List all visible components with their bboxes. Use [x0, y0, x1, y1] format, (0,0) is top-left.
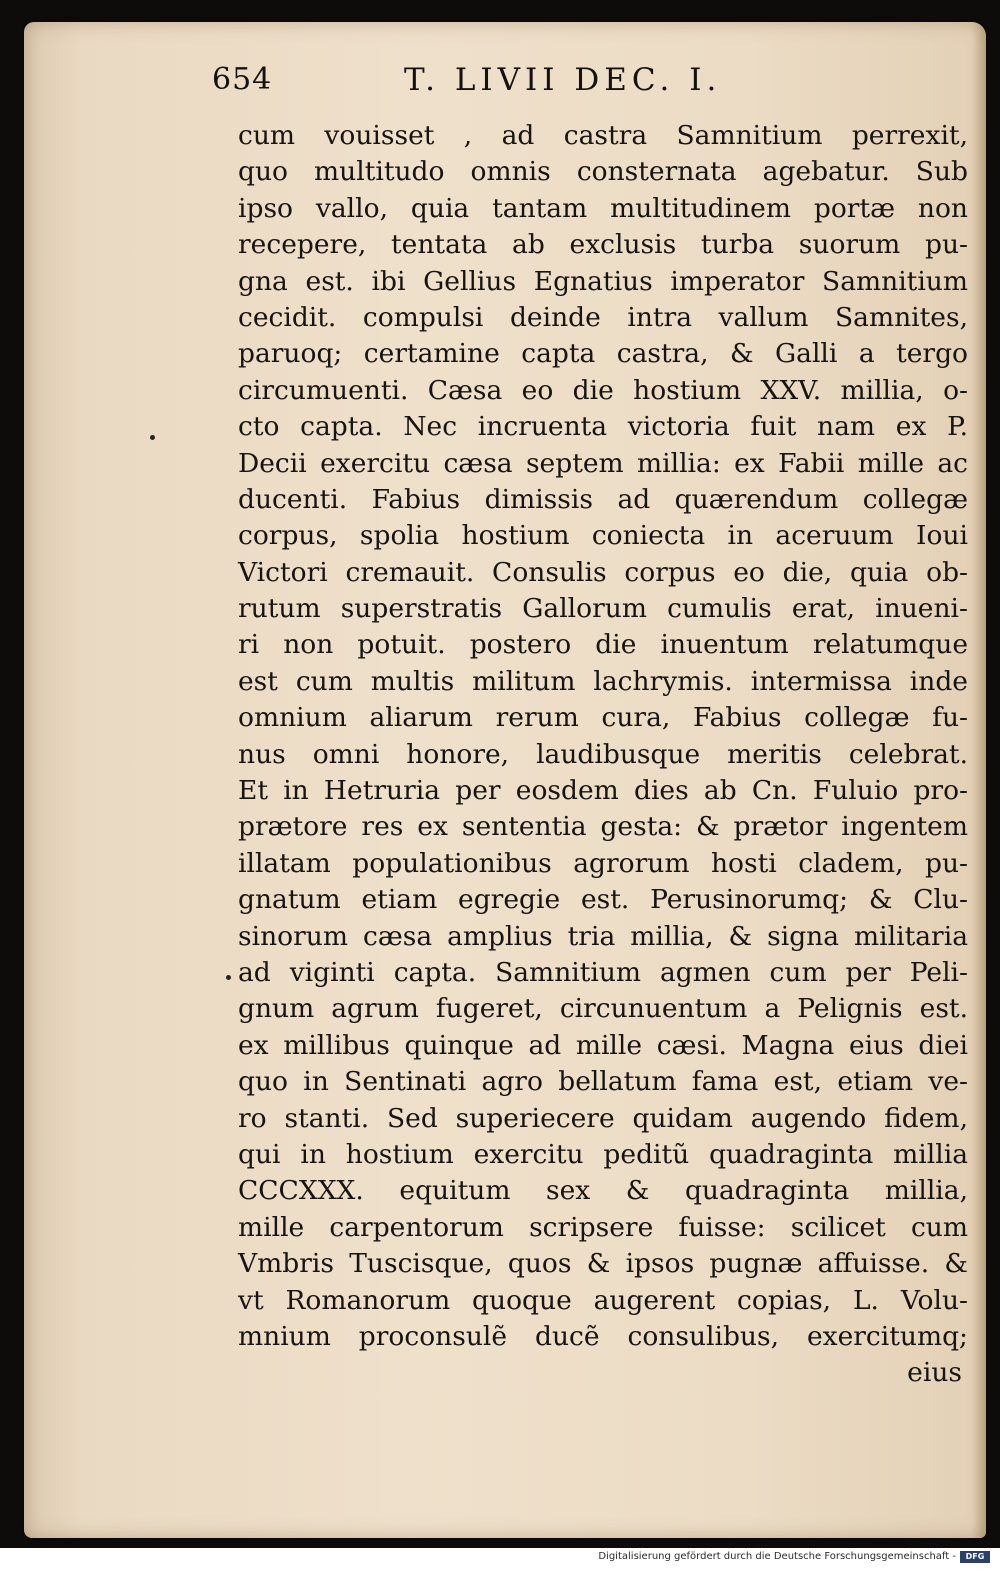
text-line: ipso vallo, quia tantam multitudinem portæ non [238, 192, 968, 224]
text-line: ducenti. Fabius dimissis ad quærendum collegæ [238, 483, 968, 515]
text-line: circumuenti. Cæsa eo die hostium XXV. millia, o- [238, 374, 968, 406]
text-line: qui in hostium exercitu peditũ quadraginta millia [238, 1138, 968, 1170]
text-line: ad viginti capta. Samnitium agmen cum per Peli- [238, 956, 968, 988]
text-line: cecidit. compulsi deinde intra vallum Samnites, [238, 301, 968, 333]
text-line: corpus, spolia hostium coniecta in aceruum Ioui [238, 520, 968, 552]
text-line: sinorum cæsa amplius tria millia, & signa militaria [238, 920, 968, 952]
digitization-credit: Digitalisierung gefördert durch die Deutsche Forschungsgemeinschaft - [598, 1551, 956, 1562]
text-line: mille carpentorum scripsere fuisse: scilicet cum [238, 1211, 968, 1243]
text-line: gnum agrum fugeret, circunuentum a Pelignis est. [238, 993, 968, 1025]
dfg-logo: DFG [960, 1551, 990, 1563]
catchword: eius [907, 1357, 962, 1389]
text-line: CCCXXX. equitum sex & quadraginta millia, [238, 1175, 968, 1207]
text-line: Vmbris Tuscisque, quos & ipsos pugnæ affuisse. & [238, 1248, 968, 1280]
running-title: T. LIVII DEC. I. [404, 62, 722, 98]
text-line: rutum superstratis Gallorum cumulis erat, inueni- [238, 593, 968, 625]
page-edge-shadow [972, 22, 986, 1538]
text-line: quo multitudo omnis consternata agebatur. Sub [238, 156, 968, 188]
text-line: recepere, tentata ab exclusis turba suorum pu- [238, 229, 968, 261]
text-line: paruoq; certamine capta castra, & Galli a tergo [238, 338, 968, 370]
text-line: est cum multis militum lachrymis. intermissa inde [238, 665, 968, 697]
text-line: ri non potuit. postero die inuentum relatumque [238, 629, 968, 661]
text-line: vt Romanorum quoque augerent copias, L. Volu- [238, 1284, 968, 1316]
margin-speck [226, 975, 231, 980]
text-line: mnium proconsulẽ ducẽ consulibus, exercitumq; [238, 1320, 968, 1352]
text-line: Decii exercitu cæsa septem millia: ex Fabii mille ac [238, 447, 968, 479]
margin-speck [150, 435, 155, 440]
text-line: illatam populationibus agrorum hosti cladem, pu- [238, 847, 968, 879]
text-line: quo in Sentinati agro bellatum fama est, etiam ve- [238, 1066, 968, 1098]
text-line: prætore res ex sententia gesta: & prætor ingentem [238, 811, 968, 843]
running-head [212, 62, 812, 112]
text-line: ex millibus quinque ad mille cæsi. Magna eius diei [238, 1029, 968, 1061]
text-line: gna est. ibi Gellius Egnatius imperator Samnitium [238, 265, 968, 297]
text-line: cum vouisset , ad castra Samnitium perrexit, [238, 120, 968, 151]
text-line: cto capta. Nec incruenta victoria fuit nam ex P. [238, 411, 968, 443]
page-number: 654 [212, 62, 273, 97]
text-line: Victori cremauit. Consulis corpus eo die, quia ob- [238, 556, 968, 588]
text-line: gnatum etiam egregie est. Perusinorumq; & Clu- [238, 884, 968, 916]
latin-text-block [238, 118, 968, 1392]
text-line: Et in Hetruria per eosdem dies ab Cn. Fuluio pro- [238, 775, 968, 807]
text-line: omnium aliarum rerum cura, Fabius collegæ fu- [238, 702, 968, 734]
text-line: ro stanti. Sed superiecere quidam augendo fidem, [238, 1102, 968, 1134]
text-line: nus omni honore, laudibusque meritis celebrat. [238, 738, 968, 770]
